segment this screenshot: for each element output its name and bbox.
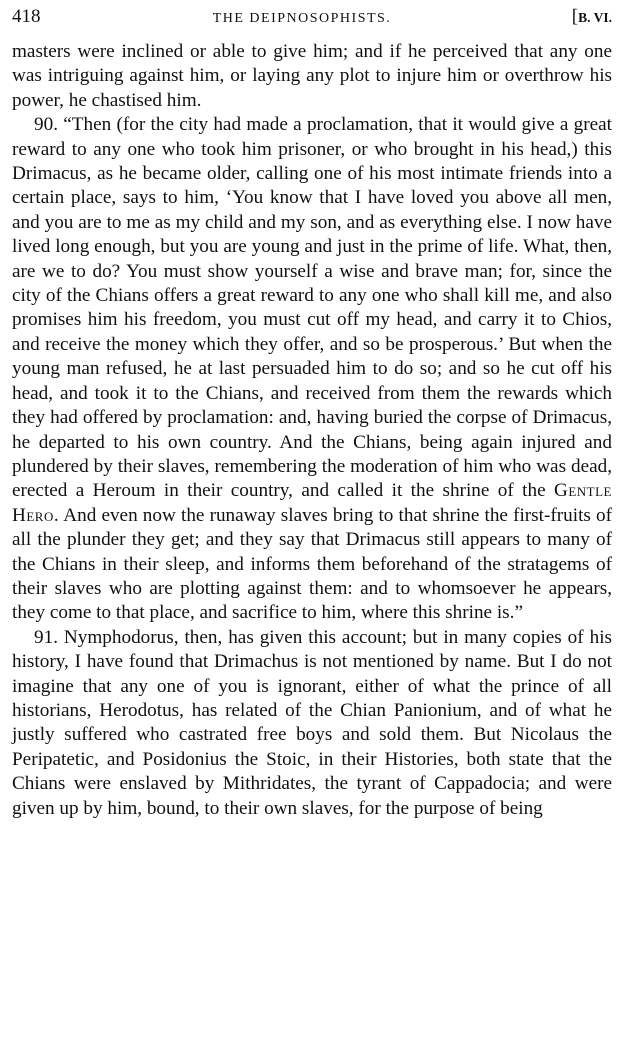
book-reference (552, 6, 612, 28)
book-reference-label: B. VI. (578, 10, 612, 25)
paragraph-91: 91. Nymphodorus, then, has given this account; but in many copies of his history, I have found that Drimachus is not mentioned by name. But I do not imagine that any one of you is ignorant, either of what the prince of all historians, Herodotus, has related of the Chian Panionium, and of what he justly suffered who castrated free boys and sold them. But Nicolaus the Peripatetic, and Posidonius the Stoic, in their Histories, both state that the Chians were enslaved by Mithridates, the tyrant of Cappadocia; and were given up by him, bound, to their own slaves, for the purpose of being (12, 626, 612, 819)
paragraph-90-text-after: And even now the runaway slaves bring to that shrine the first-fruits of all the plunder they get; and they say that Drimacus still appears to many of the Chians in their sleep, and informs them beforehand of the stratagems of their slaves who are plotting against them: and to whomsoever he appears, they come to that place, and sacrifice to him, where this shrine is.” (12, 504, 612, 624)
running-title: THE DEIPNOSOPHISTS. (212, 11, 392, 26)
paragraph-90-text-before: 90. “Then (for the city had made a proclamation, that it would give a great reward to any one who took him prisoner, or who brought in his head,) this Drimacus, as he became older, calling one of his most intimate friends into a certain place, says to him, ‘You know that I have loved you above all men, and you are to me as my child and my son, and as everything else. I now have lived long enough, but you are young and just in the prime of life. What, then, are we to do? You must show yourself a wise and brave man; for, since the city of the Chians offers a great reward to any one who shall kill me, and also promises him his freedom, you must cut off my head, and carry it to Chios, and receive the money which they offer, and so be prosperous.’ But when the young man refused, he at last persuaded him to do so; and so he cut off his head, and took it to the Chians, and received from them the rewards which they had offered by proclamation: and, having buried the corpse of Drimacus, he departed to his own country. And the Chians, being again injured and plundered by their slaves, remembering the moderation of him who was dead, erected a Heroum in their country, and called it the shrine of the (12, 114, 612, 502)
paragraph-90 (12, 113, 612, 626)
paragraph-continued: masters were inclined or able to give him; and if he perceived that any one was intriguing against him, or laying any plot to injure him or overthrow his power, he chastised him. (12, 41, 612, 111)
body-text (12, 40, 612, 821)
running-header (12, 6, 612, 36)
page-number: 418 (12, 6, 41, 27)
book-page (12, 6, 612, 821)
book-reference-bracket: [ (571, 6, 579, 27)
gentle-hero-small-caps: Gentle Hero. (12, 480, 612, 526)
